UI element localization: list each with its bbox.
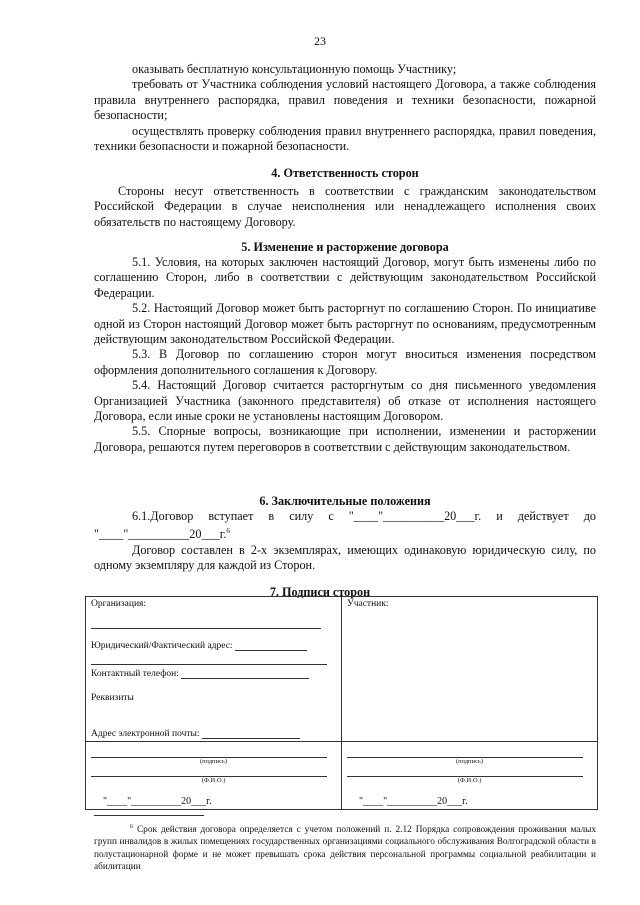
obligation-paragraph: осуществлять проверку соблюдения правил внутреннего распорядка, правил поведения, техники безопасности и пожарной безопасности. xyxy=(94,123,596,154)
email-label: Адрес электронной почты: xyxy=(91,729,200,739)
footnote xyxy=(94,821,596,873)
section-6-term-text: 6.1.Договор вступает в силу с "____"__________20___г. и действует до "____"__________20___г. xyxy=(94,509,596,542)
footnote-reference: 6 xyxy=(226,527,230,536)
signature-caption: (подпись) xyxy=(200,758,227,765)
name-caption: (Ф.И.О.) xyxy=(457,777,482,784)
phone-line xyxy=(181,678,309,679)
signature-date: "____"__________20___г. xyxy=(103,796,212,807)
name-caption: (Ф.И.О.) xyxy=(201,777,226,784)
section-5-paragraph: 5.1. Условия, на которых заключен настоящий Договор, могут быть изменены либо по соглашению Сторон, либо в соответствии с действующим законодательством Российской Федерации. xyxy=(94,255,596,300)
section-5 xyxy=(94,240,596,455)
obligation-paragraph: оказывать бесплатную консультационную помощь Участнику; xyxy=(132,62,457,76)
phone-label: Контактный телефон: xyxy=(91,669,179,679)
section-6-title: 6. Заключительные положения xyxy=(259,494,431,508)
section-4-paragraph: Стороны несут ответственность в соответствии с гражданским законодательством Российской Федерации в случае неисполнения или ненадлежащего исполнения своих обязательств по настоящему Договору. xyxy=(94,184,596,229)
obligations-block xyxy=(94,62,596,154)
signature-caption: (подпись) xyxy=(456,758,483,765)
footnote-separator xyxy=(94,815,204,816)
requisites-label: Реквизиты xyxy=(91,693,134,703)
section-5-title: 5. Изменение и расторжение договора xyxy=(241,240,449,254)
section-5-paragraph: 5.5. Спорные вопросы, возникающие при исполнении, изменении и расторжении Договора, решаются путем переговоров в соответствии с действующим законодательством. xyxy=(94,424,596,454)
email-line xyxy=(202,738,300,739)
section-5-paragraph: 5.2. Настоящий Договор может быть расторгнут по соглашению Сторон. По инициативе одной из Сторон настоящий Договор может быть расторгнут по основаниям, предусмотренным действующим законодательством Российской Федерации. xyxy=(94,301,596,347)
address-line xyxy=(235,650,307,651)
section-6-paragraph: Договор составлен в 2-х экземплярах, имеющих одинаковую юридическую силу, по одному экземпляру для каждой из Сторон. xyxy=(94,542,596,573)
participant-label: Участник: xyxy=(347,599,389,609)
section-5-paragraph: 5.3. В Договор по соглашению сторон могут вноситься изменения посредством оформления дополнительного соглашения к Договору. xyxy=(94,347,596,377)
participant-signature-cell xyxy=(342,742,598,810)
section-7-title: 7. Подписи сторон xyxy=(269,585,371,599)
section-4-title: 4. Ответственность сторон xyxy=(271,166,419,180)
organization-label: Организация: xyxy=(91,599,147,609)
address-label: Юридический/Фактический адрес: xyxy=(91,641,233,651)
signatures-table xyxy=(85,596,598,810)
organization-cell xyxy=(86,597,342,742)
signature-date: "____"__________20___г. xyxy=(359,796,468,807)
footnote-marker: 6 xyxy=(130,824,133,830)
section-5-paragraph: 5.4. Настоящий Договор считается расторгнутым со дня письменного уведомления Организацией Участника (законного представителя) об отказе от исполнения настоящего Договора, если иные сроки не установлены настоящим Договором. xyxy=(94,378,596,424)
page-number: 23 xyxy=(314,34,326,48)
participant-cell xyxy=(342,597,598,742)
section-6 xyxy=(94,494,596,574)
organization-line xyxy=(91,628,321,629)
obligation-paragraph: требовать от Участника соблюдения условий настоящего Договора, а также соблюдения правила внутреннего распорядка, правил поведения и техники безопасности, пожарной безопасности; xyxy=(94,77,596,123)
address-line-2 xyxy=(91,664,327,665)
footnote-text: Срок действия договора определяется с учетом положений п. 2.12 Порядка сопровождения проживания малых групп инвалидов в жилых помещениях государственных организациями социального обслуживания Волгоградской области в полустационарной форме и не может превышать срока действия персональной программы социальной реабилитации и абилитации xyxy=(94,825,597,872)
section-6-paragraph xyxy=(94,509,596,543)
organization-signature-cell xyxy=(86,742,342,810)
section-4 xyxy=(94,166,596,230)
